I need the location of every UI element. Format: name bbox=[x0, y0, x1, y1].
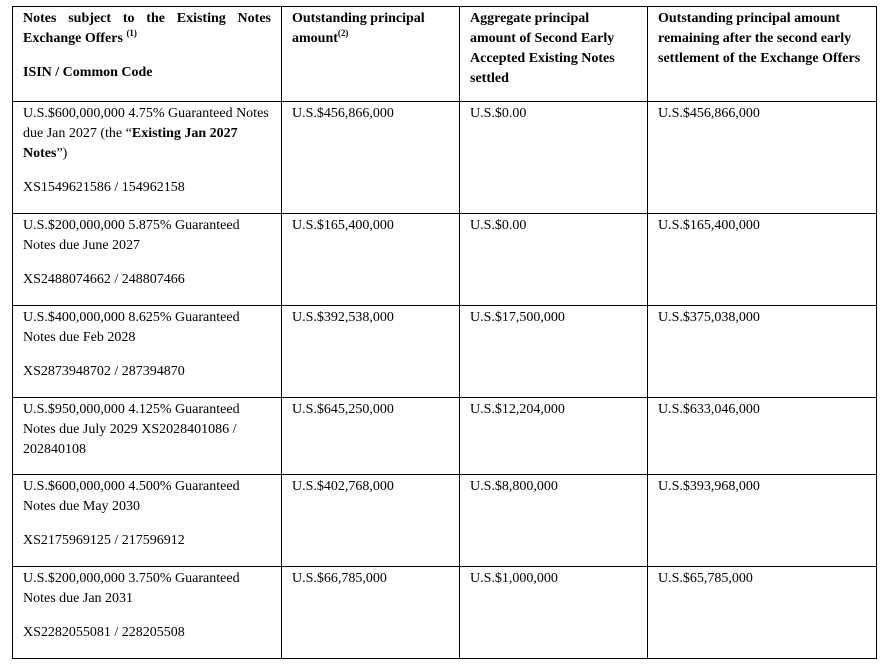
remaining-cell: U.S.$375,038,000 bbox=[648, 306, 877, 398]
note-cell bbox=[13, 398, 282, 475]
note-cell bbox=[13, 214, 282, 306]
outstanding-cell: U.S.$165,400,000 bbox=[282, 214, 460, 306]
remaining-cell: U.S.$393,968,000 bbox=[648, 475, 877, 567]
note-cell bbox=[13, 102, 282, 214]
settled-cell: U.S.$12,204,000 bbox=[460, 398, 648, 475]
note-text: U.S.$600,000,000 4.75% Guaranteed Notes due Jan 2027 (the “ bbox=[23, 106, 269, 141]
header-isin: ISIN / Common Code bbox=[23, 65, 153, 80]
table-row bbox=[13, 475, 877, 567]
settled-cell: U.S.$0.00 bbox=[460, 102, 648, 214]
note-defined-term: Existing Jan 2027 Notes bbox=[23, 126, 238, 161]
footnote-2-marker: (2) bbox=[337, 28, 349, 38]
table-header-row bbox=[13, 7, 877, 102]
outstanding-cell: U.S.$645,250,000 bbox=[282, 398, 460, 475]
footnote-1-marker: (1) bbox=[126, 28, 137, 38]
note-description bbox=[23, 104, 271, 164]
note-cell bbox=[13, 567, 282, 659]
isin-code: XS2488074662 / 248807466 bbox=[23, 272, 185, 287]
remaining-cell: U.S.$633,046,000 bbox=[648, 398, 877, 475]
outstanding-cell: U.S.$456,866,000 bbox=[282, 102, 460, 214]
note-description: U.S.$200,000,000 3.750% Guaranteed Notes due Jan 2031 bbox=[23, 571, 240, 606]
settled-cell: U.S.$1,000,000 bbox=[460, 567, 648, 659]
remaining-cell: U.S.$65,785,000 bbox=[648, 567, 877, 659]
outstanding-cell: U.S.$66,785,000 bbox=[282, 567, 460, 659]
header-notes bbox=[13, 7, 282, 102]
isin-code: XS2282055081 / 228205508 bbox=[23, 625, 185, 640]
outstanding-cell: U.S.$402,768,000 bbox=[282, 475, 460, 567]
note-description: U.S.$200,000,000 5.875% Guaranteed Notes due June 2027 bbox=[23, 218, 240, 253]
header-notes-text: Notes subject to the Existing Notes Exchange Offers bbox=[23, 11, 271, 46]
header-outstanding-text: Outstanding principal amount bbox=[292, 11, 425, 46]
isin-code: XS2175969125 / 217596912 bbox=[23, 533, 185, 548]
isin-code: XS2873948702 / 287394870 bbox=[23, 364, 185, 379]
remaining-cell: U.S.$165,400,000 bbox=[648, 214, 877, 306]
table-row bbox=[13, 214, 877, 306]
settled-cell: U.S.$17,500,000 bbox=[460, 306, 648, 398]
header-settled: Aggregate principal amount of Second Early Accepted Existing Notes settled bbox=[460, 7, 648, 102]
settled-cell: U.S.$8,800,000 bbox=[460, 475, 648, 567]
remaining-cell: U.S.$456,866,000 bbox=[648, 102, 877, 214]
note-cell bbox=[13, 475, 282, 567]
outstanding-cell: U.S.$392,538,000 bbox=[282, 306, 460, 398]
note-cell bbox=[13, 306, 282, 398]
note-description: U.S.$600,000,000 4.500% Guaranteed Notes due May 2030 bbox=[23, 479, 240, 514]
header-outstanding bbox=[282, 7, 460, 102]
note-description: U.S.$400,000,000 8.625% Guaranteed Notes due Feb 2028 bbox=[23, 310, 240, 345]
isin-code: XS1549621586 / 154962158 bbox=[23, 180, 185, 195]
settled-cell: U.S.$0.00 bbox=[460, 214, 648, 306]
exchange-offers-table bbox=[12, 6, 877, 659]
table-row bbox=[13, 398, 877, 475]
note-text-end: ”) bbox=[56, 146, 68, 161]
header-remaining: Outstanding principal amount remaining after the second early settlement of the Exchange Offers bbox=[648, 7, 877, 102]
note-description: U.S.$950,000,000 4.125% Guaranteed Notes due July 2029 XS2028401086 / 202840108 bbox=[23, 402, 240, 457]
header-notes-title bbox=[23, 9, 271, 49]
table-row bbox=[13, 567, 877, 659]
table-row bbox=[13, 102, 877, 214]
table-row bbox=[13, 306, 877, 398]
